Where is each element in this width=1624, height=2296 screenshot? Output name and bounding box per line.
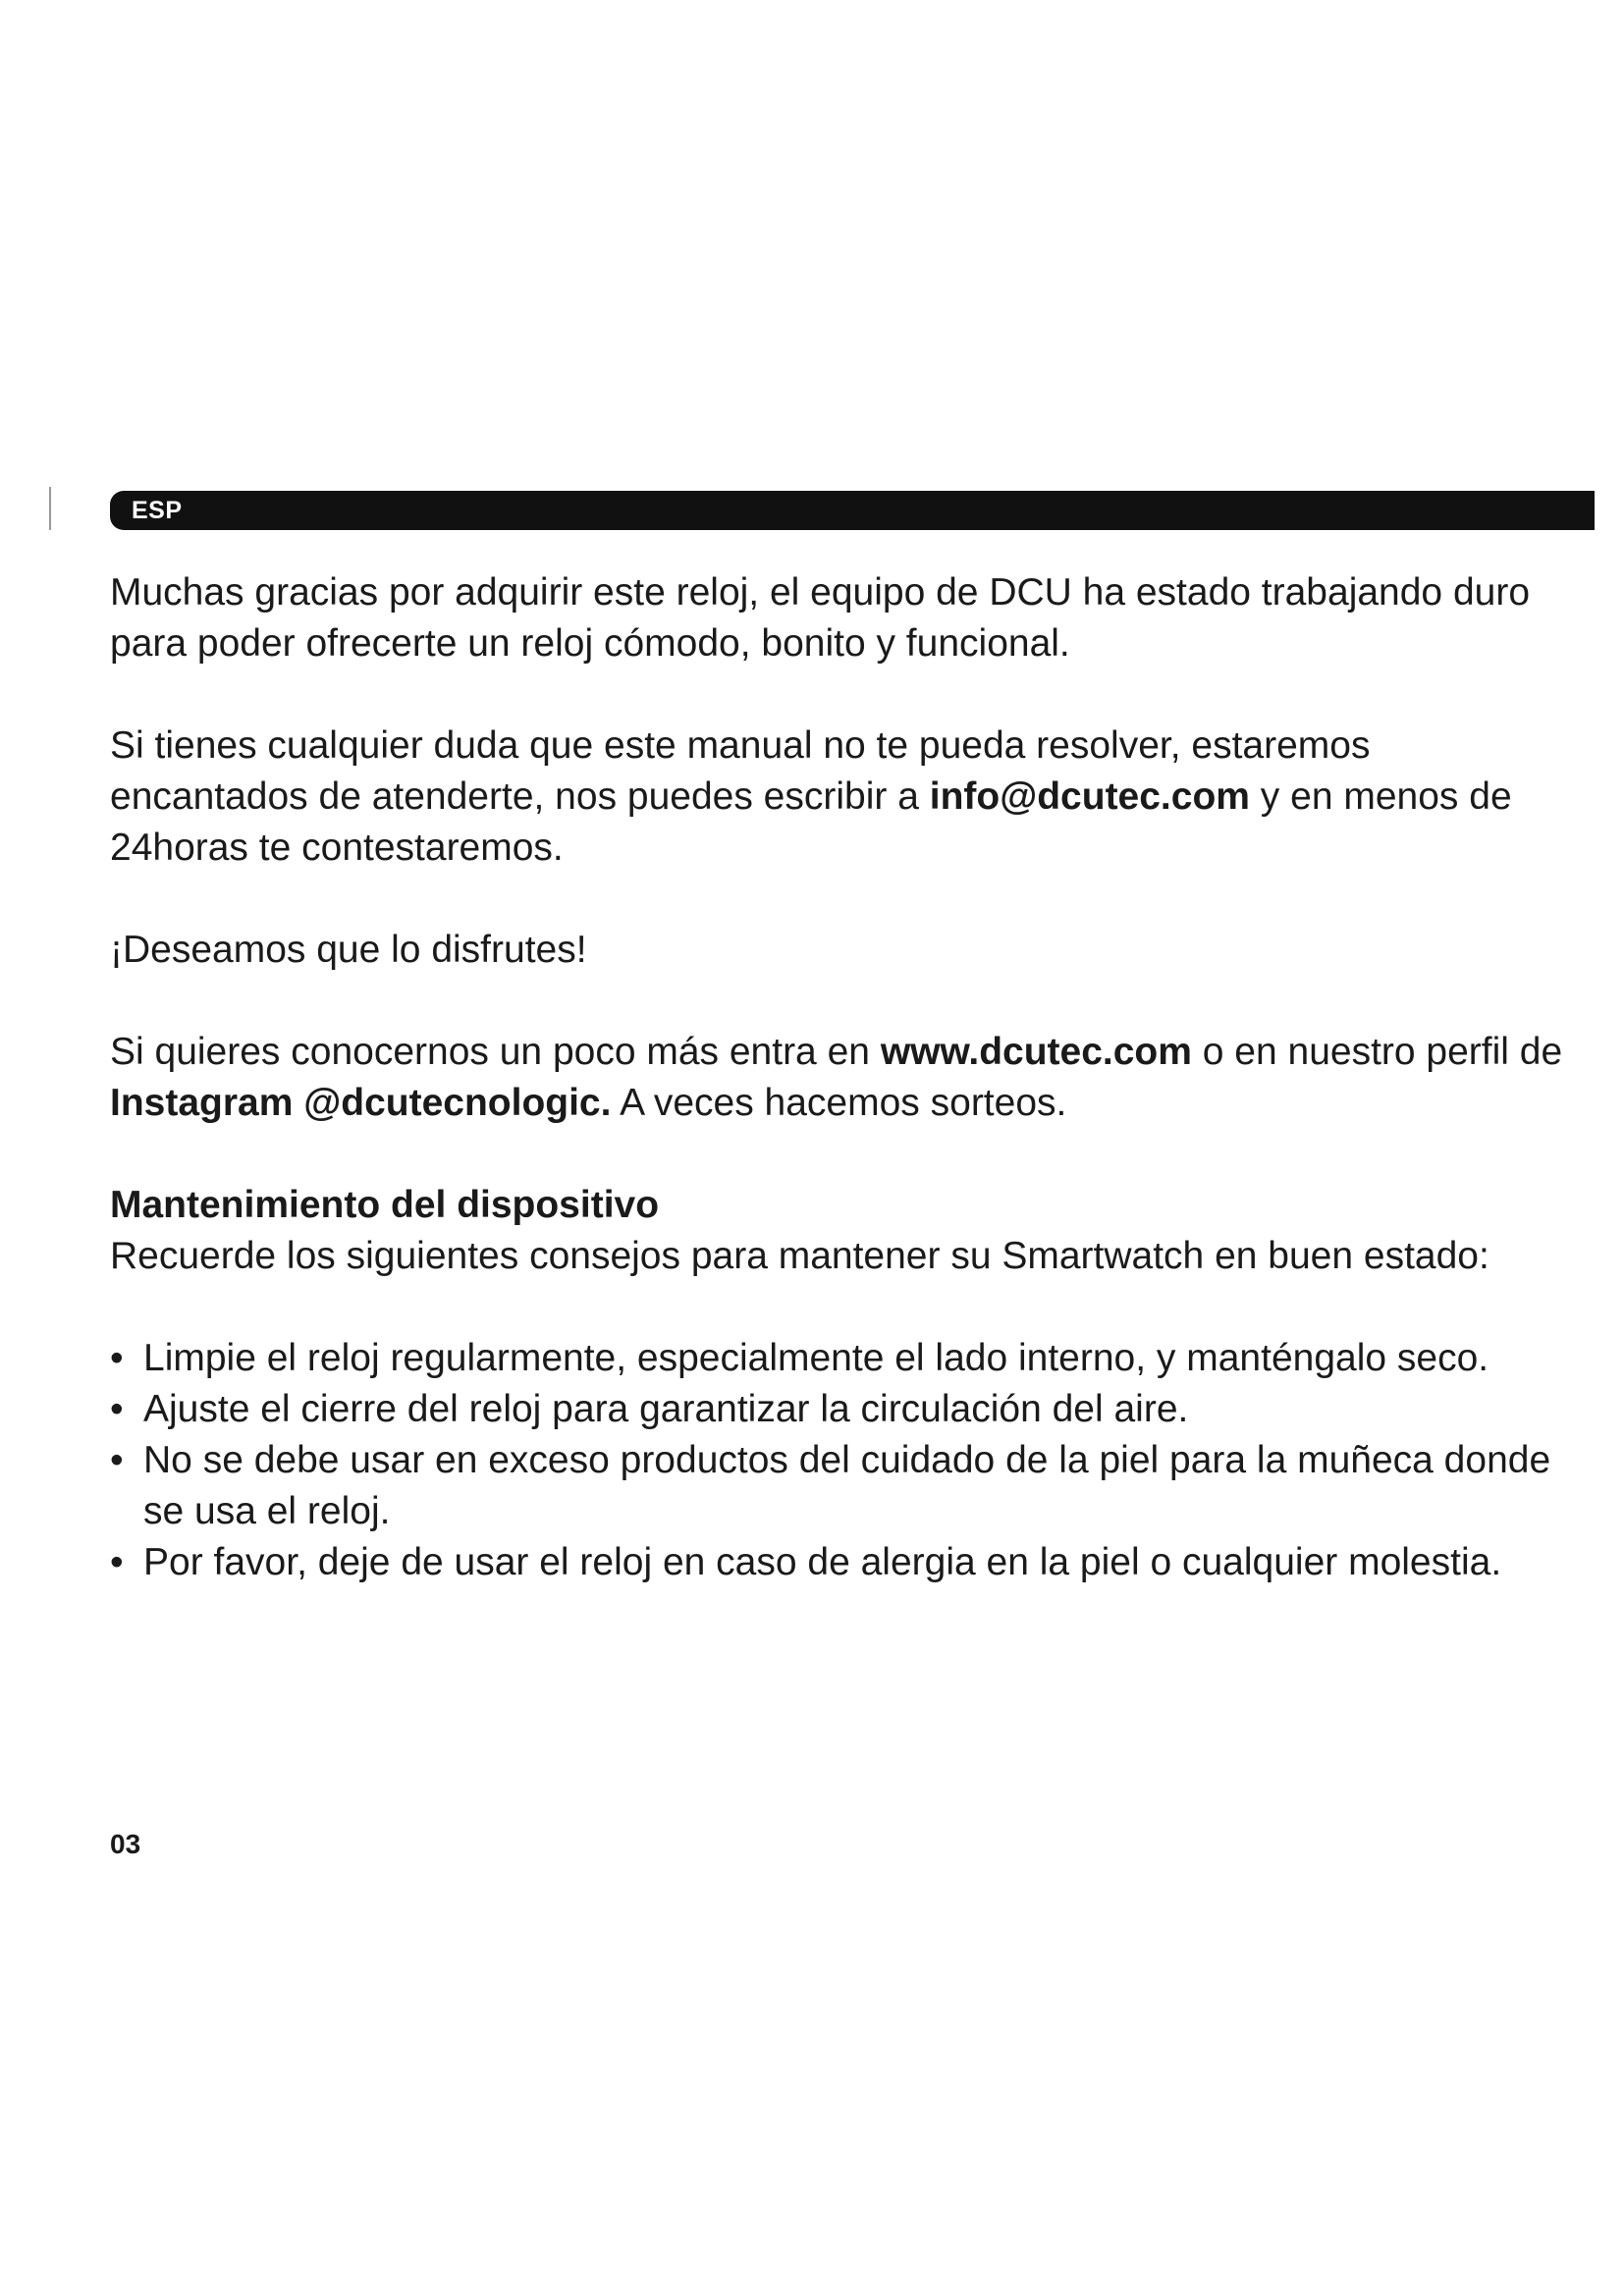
list-item: • Limpie el reloj regularmente, especialmente el lado interno, y manténgalo seco. — [110, 1333, 1573, 1384]
more-text-before: Si quieres conocernos un poco más entra en — [110, 1031, 881, 1073]
support-email: info@dcutec.com — [929, 775, 1250, 818]
list-item: • Ajuste el cierre del reloj para garantizar la circulación del aire. — [110, 1384, 1573, 1435]
maintenance-intro: Recuerde los siguientes consejos para mantener su Smartwatch en buen estado: — [110, 1235, 1489, 1277]
more-info-paragraph — [110, 1027, 1573, 1129]
enjoy-paragraph: ¡Deseamos que lo disfrutes! — [110, 929, 587, 971]
thanks-paragraph: Muchas gracias por adquirir este reloj, el equipo de DCU ha estado trabajando duro para poder ofrecerte un reloj cómodo, bonito y funcional. — [110, 571, 1531, 665]
maintenance-tips-list — [110, 1333, 1573, 1588]
language-label: ESP — [132, 497, 183, 524]
page-edge-mark — [49, 487, 51, 530]
maintenance-title: Mantenimiento del dispositivo — [110, 1184, 660, 1226]
more-text-middle: o en nuestro perfil de — [1191, 1031, 1563, 1073]
support-text-before: Si tienes cualquier duda que este manual no te pueda resolver, estaremos encantados de atenderte, nos puedes escribir a — [110, 724, 1371, 818]
manual-content — [110, 567, 1573, 1588]
language-header-bar — [110, 491, 1595, 530]
support-paragraph — [110, 721, 1573, 874]
list-item: • Por favor, deje de usar el reloj en caso de alergia en la piel o cualquier molestia. — [110, 1537, 1573, 1588]
page-number: 03 — [110, 1829, 141, 1859]
list-item: • No se debe usar en exceso productos del cuidado de la piel para la muñeca donde se usa el reloj. — [110, 1435, 1573, 1537]
support-text-after: y en menos de 24horas te contestaremos. — [110, 775, 1512, 869]
website-link: www.dcutec.com — [880, 1031, 1192, 1073]
more-text-after: A veces hacemos sorteos. — [611, 1082, 1067, 1124]
instagram-handle: Instagram @dcutecnologic. — [110, 1082, 612, 1124]
